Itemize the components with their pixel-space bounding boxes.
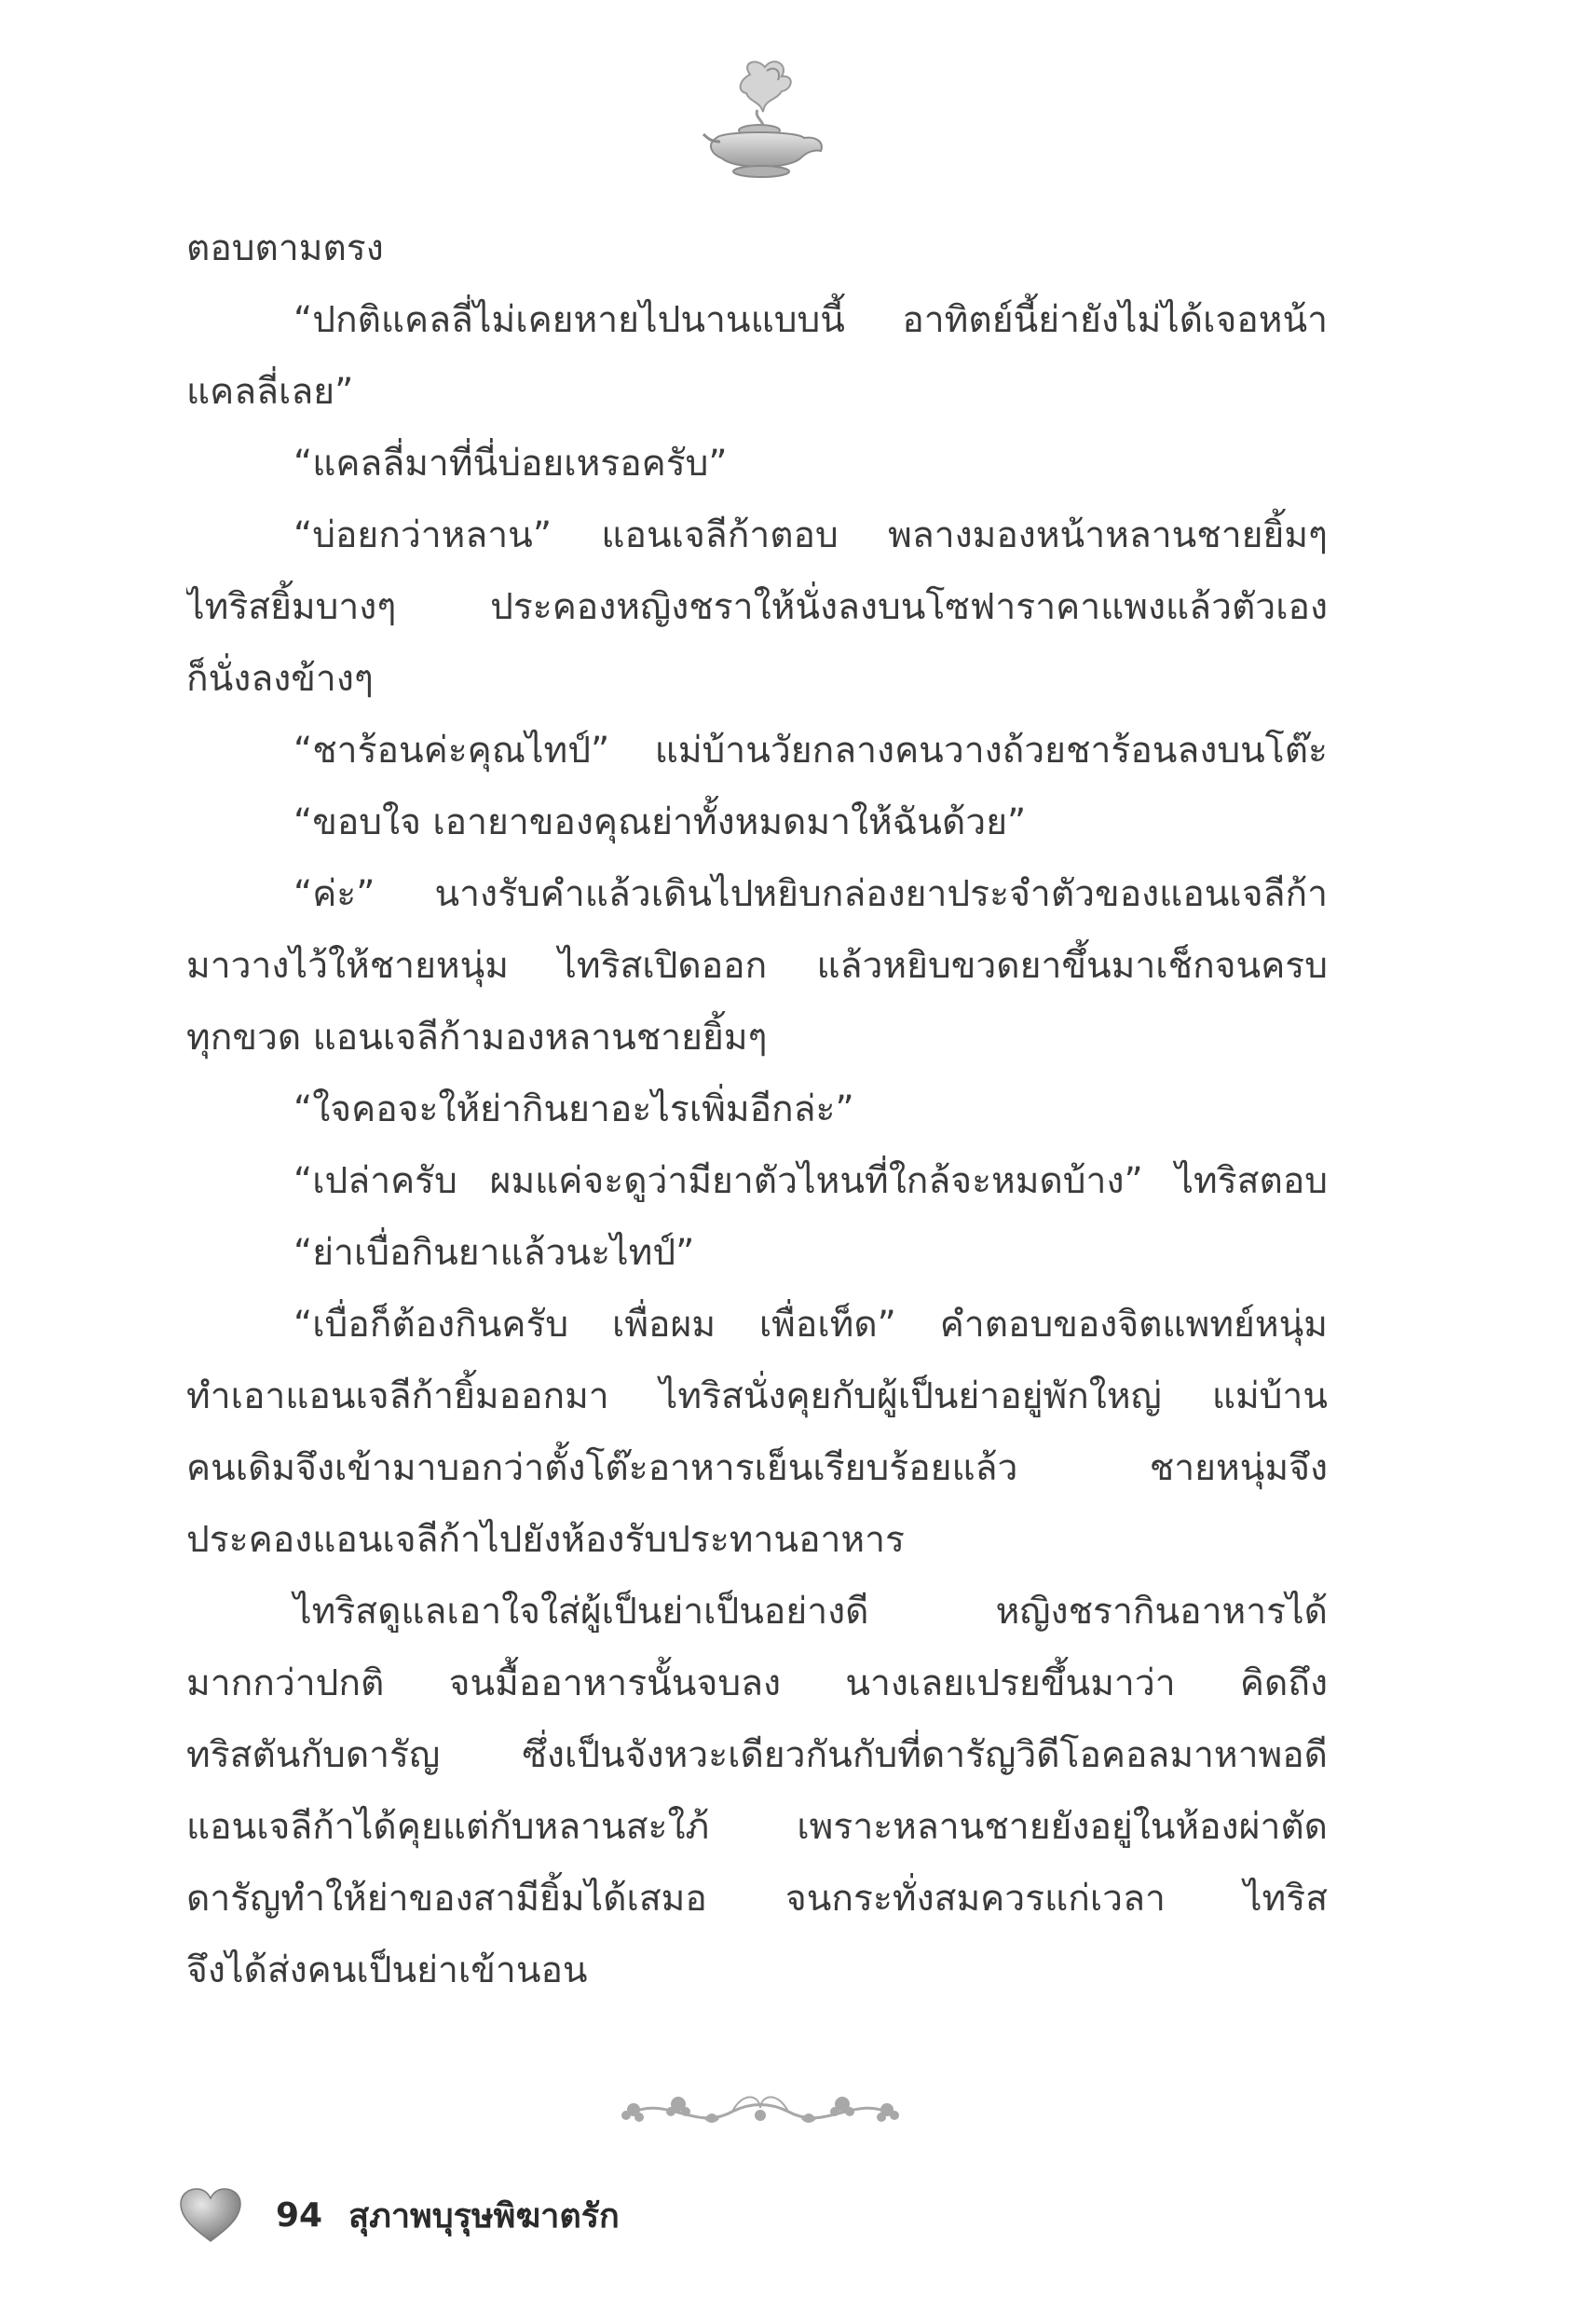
lamp-emblem-icon — [685, 56, 834, 182]
text-line: “บ่อยกว่าหลาน” แอนเจลีก้าตอบ พลางมองหน้าหลานชายยิ้มๆ — [293, 514, 1328, 556]
heart-icon — [179, 2187, 242, 2243]
text-line: “เปล่าครับ ผมแค่จะดูว่ามียาตัวไหนที่ใกล้จะหมดบ้าง” ไทริสตอบ — [293, 1160, 1328, 1202]
text-line: ไทริสดูแลเอาใจใส่ผู้เป็นย่าเป็นอย่างดี หญิงชรากินอาหารได้ — [293, 1591, 1328, 1633]
text-line: “ปกติแคลลี่ไม่เคยหายไปนานแบบนี้ อาทิตย์นี้ย่ายังไม่ได้เจอหน้า — [293, 299, 1328, 341]
body-text — [186, 212, 1328, 2006]
text-line: “ใจคอจะให้ย่ากินยาอะไรเพิ่มอีกล่ะ” — [293, 1088, 854, 1130]
text-line: ไทริสยิ้มบางๆ ประคองหญิงชราให้นั่งลงบนโซฟาราคาแพงแล้วตัวเอง — [186, 586, 1328, 628]
page-number: 94 — [276, 2195, 323, 2235]
text-line: “ชาร้อนค่ะคุณไทป์” แม่บ้านวัยกลางคนวางถ้วยชาร้อนลงบนโต๊ะ — [293, 730, 1328, 772]
text-line: แอนเจลีก้าได้คุยแต่กับหลานสะใภ้ เพราะหลานชายยังอยู่ในห้องผ่าตัด — [186, 1806, 1328, 1848]
text-line: คนเดิมจึงเข้ามาบอกว่าตั้งโต๊ะอาหารเย็นเรียบร้อยแล้ว ชายหนุ่มจึง — [186, 1447, 1328, 1489]
text-line: ดารัญทำให้ย่าของสามียิ้มได้เสมอ จนกระทั่งสมควรแก่เวลา ไทริส — [186, 1878, 1328, 1920]
text-line: “แคลลี่มาที่นี่บ่อยเหรอครับ” — [293, 443, 728, 485]
text-line: ก็นั่งลงข้างๆ — [186, 658, 374, 700]
text-line: “ย่าเบื่อกินยาแล้วนะไทป์” — [293, 1232, 695, 1274]
text-line: มากกว่าปกติ จนมื้ออาหารนั้นจบลง นางเลยเปรยขึ้นมาว่า คิดถึง — [186, 1662, 1328, 1704]
text-line: “ค่ะ” นางรับคำแล้วเดินไปหยิบกล่องยาประจำตัวของแอนเจลีก้า — [293, 873, 1328, 915]
text-line: ทุกขวด แอนเจลีก้ามองหลานชายยิ้มๆ — [186, 1017, 768, 1059]
page-footer — [179, 2182, 620, 2248]
floral-divider-icon — [611, 2076, 909, 2141]
text-line: ประคองแอนเจลีก้าไปยังห้องรับประทานอาหาร — [186, 1519, 905, 1561]
book-title: สุภาพบุรุษพิฆาตรัก — [348, 2196, 620, 2236]
text-line: “ขอบใจ เอายาของคุณย่าทั้งหมดมาให้ฉันด้วย” — [293, 801, 1027, 843]
text-line: จึงได้ส่งคนเป็นย่าเข้านอน — [186, 1949, 588, 1991]
text-line: มาวางไว้ให้ชายหนุ่ม ไทริสเปิดออก แล้วหยิบขวดยาขึ้นมาเช็กจนครบ — [186, 945, 1328, 987]
text-line: “เบื่อก็ต้องกินครับ เพื่อผม เพื่อเท็ด” คำตอบของจิตแพทย์หนุ่ม — [293, 1304, 1328, 1346]
text-line: แคลลี่เลย” — [186, 371, 354, 413]
text-line: ตอบตามตรง — [186, 227, 384, 269]
text-line: ทริสตันกับดารัญ ซึ่งเป็นจังหวะเดียวกันกับที่ดารัญวิดีโอคอลมาหาพอดี — [186, 1734, 1328, 1776]
text-line: ทำเอาแอนเจลีก้ายิ้มออกมา ไทริสนั่งคุยกับผู้เป็นย่าอยู่พักใหญ่ แม่บ้าน — [186, 1375, 1328, 1417]
